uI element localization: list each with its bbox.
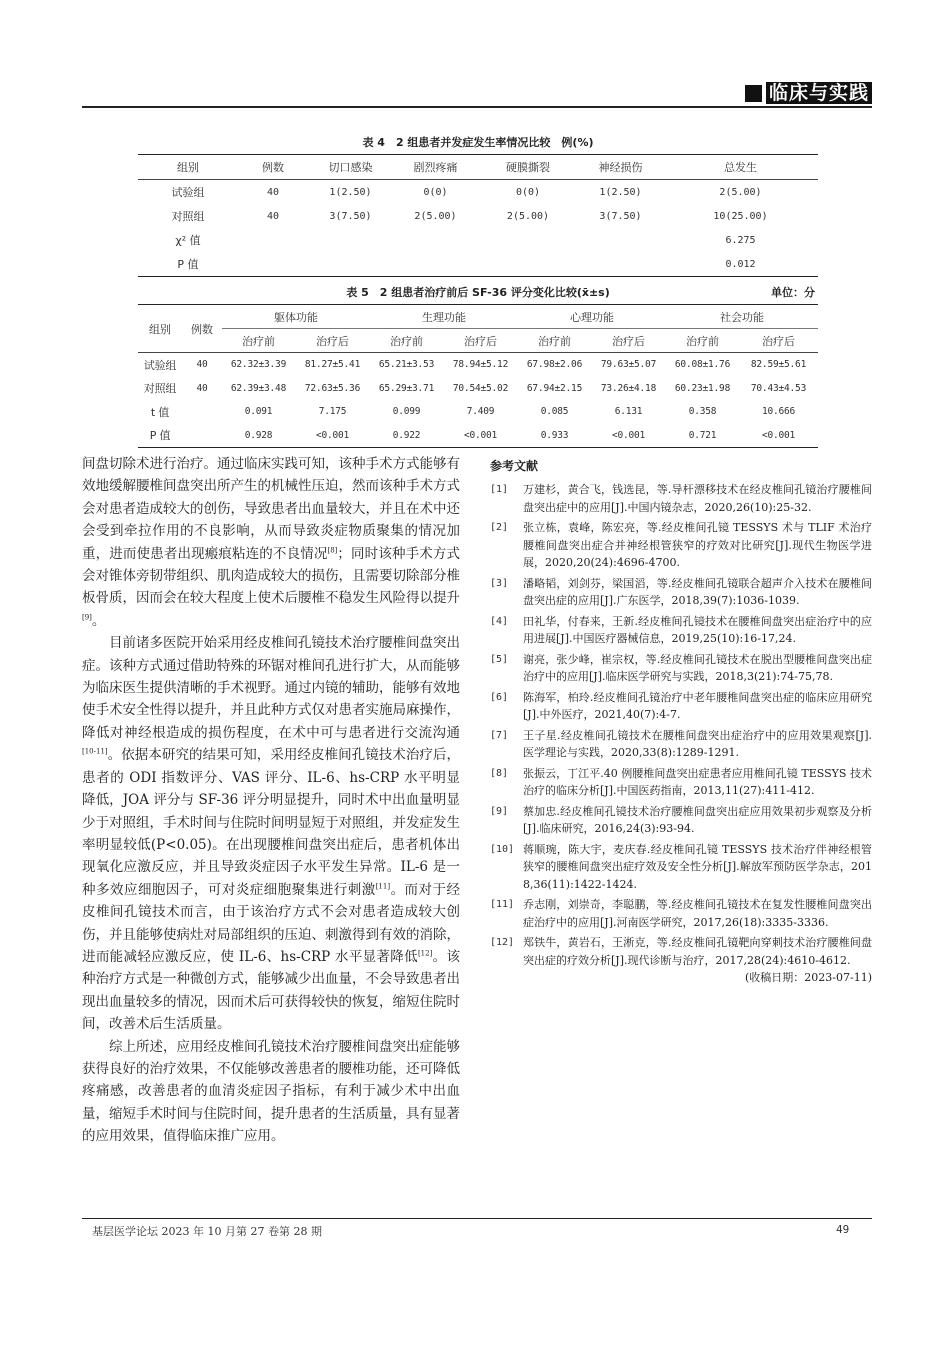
table-cell: 65.29±3.71 bbox=[378, 382, 435, 394]
table-cell: 0.012 bbox=[725, 258, 756, 270]
body-column-right bbox=[490, 453, 872, 990]
reference-item bbox=[490, 481, 872, 516]
table5-sub-after: 治疗后 bbox=[295, 329, 370, 353]
table-cell: 试验组 bbox=[143, 358, 177, 372]
reference-number: [7] bbox=[490, 729, 509, 741]
table-cell: 10.666 bbox=[761, 406, 796, 418]
table-cell bbox=[578, 252, 663, 277]
reference-item bbox=[490, 613, 872, 648]
reference-text: 蒋顺琬，陈大宇，麦庆春.经皮椎间孔镜 TESSYS 技术治疗伴神经根管狭窄的腰椎间盘突出症疗效及安全性分析[J].解放军预防医学杂志，2018,36(11):1422-1424. bbox=[523, 842, 872, 891]
table-row bbox=[138, 204, 818, 228]
body-text: 目前诸多医院开始采用经皮椎间孔镜技术治疗腰椎间盘突出症。该种方式通过借助特殊的环锯对椎间孔进行扩大，从而能够为临床医生提供清晰的手术视野。通过内镜的辅助，能够有效地使手术安全性得以提升，并且此种方式仅对患者实施局麻操作，降低对神经根造成的损伤程度，在术中可与患者进行交流沟通 bbox=[82, 635, 460, 741]
citation: [10-11] bbox=[82, 747, 108, 756]
reference-number: [2] bbox=[490, 522, 509, 534]
table4-col-dural-tear: 硬膜撕裂 bbox=[478, 155, 578, 180]
table-row bbox=[138, 377, 818, 401]
table-row bbox=[138, 424, 818, 448]
table-cell: 0.091 bbox=[244, 406, 273, 418]
reference-item bbox=[490, 651, 872, 686]
table5-sub-after: 治疗后 bbox=[591, 329, 666, 353]
table5-sub-before: 治疗前 bbox=[666, 329, 739, 353]
citation: [12] bbox=[417, 949, 433, 958]
citation: [8] bbox=[327, 546, 338, 555]
reference-item bbox=[490, 896, 872, 931]
table-cell: <0.001 bbox=[463, 429, 498, 441]
table-cell: 0.922 bbox=[392, 429, 421, 441]
table-cell: 60.08±1.76 bbox=[674, 359, 731, 371]
table-cell bbox=[238, 252, 308, 277]
table-cell: 1(2.50) bbox=[329, 186, 372, 198]
body-text: 。依据本研究的结果可知，采用经皮椎间孔镜技术治疗后，患者的 ODI 指数评分、VAS 评分、IL-6、hs-CRP 水平明显降低，JOA 评分与 SF-36 评分明显提升，同时术中出血量明显少于对照组，手术时间与住院时间明显短于对照组，并发症发生率明显较低(P<0.05)。在出现腰椎间盘突出症后，患者机体出现氧化应激反应，并且导致炎症因子水平发生异常。IL-6 是一种多效应细胞因子，可对炎症细胞聚集进行刺激 bbox=[82, 747, 460, 898]
reference-text: 万建杉，黄合飞，钱选昆，等.导杆漂移技术在经皮椎间孔镜治疗腰椎间盘突出症中的应用[J].中国内镜杂志，2020,26(10):25-32. bbox=[523, 483, 872, 514]
body-text: 。 bbox=[91, 612, 106, 629]
body-text: ；同时该种手术方式会对锥体旁韧带组织、肌肉造成较大的损伤，且需要切除部分椎板骨质，因而会在较大程度上使术后腰椎不稳发生风险得以提升 bbox=[82, 545, 461, 607]
reference-number: [1] bbox=[490, 484, 509, 496]
table-cell: 60.23±1.98 bbox=[674, 382, 731, 394]
table5-sub-before: 治疗前 bbox=[222, 329, 295, 353]
table-cell: 0.928 bbox=[244, 429, 273, 441]
table-cell: 0.933 bbox=[540, 429, 569, 441]
citation: [11] bbox=[375, 882, 391, 891]
reference-number: [4] bbox=[490, 615, 509, 627]
reference-list bbox=[490, 481, 872, 987]
table-cell: 3(7.50) bbox=[599, 210, 642, 222]
table-cell: <0.001 bbox=[761, 429, 796, 441]
table4-col-total: 总发生 bbox=[663, 155, 818, 180]
body-text: 。而对于经皮椎间孔镜技术而言，由于该治疗方式不会对患者造成较大创伤，并且能够使病灶对局部组织的压迫、刺激得到有效的消除，进而能减轻应激反应，使 IL-6、hs-CRP 水平显著降低 bbox=[82, 881, 461, 965]
reference-text: 乔志刚，刘崇奇，李聪鹏，等.经皮椎间孔镜技术在复发性腰椎间盘突出症治疗中的应用[J].河南医学研究，2017,26(18):3335-3336. bbox=[523, 898, 872, 929]
table-cell: 0.099 bbox=[392, 406, 421, 418]
received-date: (收稿日期：2023-07-11) bbox=[744, 971, 872, 985]
table-cell bbox=[393, 228, 478, 252]
reference-number: [3] bbox=[490, 577, 509, 589]
table-cell: P 值 bbox=[149, 429, 171, 443]
reference-item bbox=[490, 934, 872, 987]
table-cell: 0.085 bbox=[540, 406, 569, 418]
table-cell: 0(0) bbox=[515, 186, 541, 198]
table-cell bbox=[182, 424, 222, 448]
table-cell: t 值 bbox=[150, 405, 170, 419]
table4-col-pain: 剧烈疼痛 bbox=[393, 155, 478, 180]
table-row bbox=[138, 180, 818, 205]
table-cell: 40 bbox=[266, 210, 280, 222]
table4-col-infection: 切口感染 bbox=[308, 155, 393, 180]
table5-group-social: 社会功能 bbox=[666, 305, 818, 329]
table-cell: 81.27±5.41 bbox=[304, 359, 361, 371]
table-cell bbox=[478, 252, 578, 277]
table-cell: 72.63±5.36 bbox=[304, 382, 361, 394]
citation: [9] bbox=[82, 613, 92, 622]
table-cell: 10(25.00) bbox=[713, 210, 768, 222]
body-text: 综上所述，应用经皮椎间孔镜技术治疗腰椎间盘突出症能够获得良好的治疗效果，不仅能够改善患者的腰椎功能，还可降低疼痛感，改善患者的血清炎症因子指标，有利于减少术中出血量，缩短手术时间与住院时间，提升患者的生活质量，具有显著的应用效果，值得临床推广应用。 bbox=[82, 1038, 460, 1145]
table-cell: 2(5.00) bbox=[719, 186, 762, 198]
table-cell: 7.409 bbox=[466, 406, 495, 418]
table-cell: 62.32±3.39 bbox=[230, 359, 287, 371]
table-cell bbox=[393, 252, 478, 277]
table4-col-group: 组别 bbox=[138, 155, 238, 180]
reference-item bbox=[490, 575, 872, 610]
footer-journal: 基层医学论坛 2023 年 10 月第 27 卷第 28 期 bbox=[92, 1225, 322, 1238]
table5-sub-after: 治疗后 bbox=[739, 329, 818, 353]
table-cell bbox=[238, 228, 308, 252]
table-cell: 73.26±4.18 bbox=[600, 382, 657, 394]
reference-text: 郑铁牛，黄岩石，王淅克，等.经皮椎间孔镜靶向穿刺技术治疗腰椎间盘突出症的疗效分析[J].现代诊断与治疗，2017,28(24):4610-4612. bbox=[523, 936, 872, 967]
table-cell bbox=[478, 228, 578, 252]
reference-item bbox=[490, 803, 872, 838]
reference-item bbox=[490, 727, 872, 762]
section-title: 临床与实践 bbox=[766, 82, 872, 104]
table5-group-psychological: 心理功能 bbox=[518, 305, 666, 329]
table-cell: 7.175 bbox=[318, 406, 347, 418]
table-cell bbox=[182, 400, 222, 424]
header-rule bbox=[82, 106, 872, 108]
table-cell: P 值 bbox=[177, 258, 199, 271]
table-cell bbox=[308, 228, 393, 252]
reference-text: 王子星.经皮椎间孔镜技术在腰椎间盘突出症治疗中的应用效果观察[J].医学理论与实践，2020,33(8):1289-1291. bbox=[523, 728, 872, 760]
table5-sub-after: 治疗后 bbox=[443, 329, 518, 353]
table-cell: 0.358 bbox=[688, 406, 717, 418]
table-cell: 1(2.50) bbox=[599, 186, 642, 198]
table5-subheader-row bbox=[138, 329, 818, 353]
table-cell: 79.63±5.07 bbox=[600, 359, 657, 371]
table4-caption: 表 4 2 组患者并发症发生率情况比较 例(%) bbox=[362, 136, 594, 149]
table-cell: 6.275 bbox=[725, 234, 756, 246]
table5 bbox=[138, 304, 818, 448]
table5-sub-before: 治疗前 bbox=[370, 329, 443, 353]
table-cell: 6.131 bbox=[614, 406, 643, 418]
reference-number: [12] bbox=[490, 937, 515, 949]
table-cell: <0.001 bbox=[315, 429, 350, 441]
table-cell: 0(0) bbox=[423, 186, 448, 198]
table4-col-n: 例数 bbox=[238, 155, 308, 180]
table-row bbox=[138, 353, 818, 377]
references-heading: 参考文献 bbox=[490, 459, 539, 473]
table-row bbox=[138, 252, 818, 277]
footer-rule bbox=[82, 1218, 872, 1219]
table-cell: 2(5.00) bbox=[506, 210, 550, 222]
reference-number: [5] bbox=[490, 653, 509, 665]
reference-item bbox=[490, 689, 872, 724]
table-cell bbox=[578, 228, 663, 252]
table-cell: 0.721 bbox=[688, 429, 717, 441]
reference-number: [11] bbox=[490, 899, 515, 911]
table-cell: 65.21±3.53 bbox=[378, 359, 435, 371]
table5-group-physiological: 生理功能 bbox=[370, 305, 518, 329]
reference-text: 潘略韬，刘剑芬，梁国滔，等.经皮椎间孔镜联合超声介入技术在腰椎间盘突出症的应用[J].广东医学，2018,39(7):1036-1039. bbox=[523, 576, 872, 608]
reference-number: [8] bbox=[490, 767, 509, 779]
table-cell: 对照组 bbox=[143, 382, 177, 396]
table-cell: 40 bbox=[266, 186, 280, 198]
table-cell: 70.54±5.02 bbox=[452, 382, 509, 394]
table5-caption: 表 5 2 组患者治疗前后 SF-36 评分变化比较(x̄±s) bbox=[346, 286, 610, 299]
table4 bbox=[138, 154, 818, 277]
reference-number: [6] bbox=[490, 691, 509, 703]
table5-header-row bbox=[138, 305, 818, 329]
table4-header-row bbox=[138, 155, 818, 180]
reference-number: [10] bbox=[490, 843, 515, 855]
reference-text: 谢亮，张少峰，崔宗权，等.经皮椎间孔镜技术在脱出型腰椎间盘突出症治疗中的应用[J].临床医学研究与实践，2018,3(21):74-75,78. bbox=[523, 652, 872, 684]
table-cell: 82.59±5.61 bbox=[750, 359, 807, 371]
reference-item bbox=[490, 841, 872, 894]
table-cell: 62.39±3.48 bbox=[230, 382, 287, 394]
table-cell: 2(5.00) bbox=[414, 210, 457, 222]
table-row bbox=[138, 400, 818, 424]
reference-text: 张振云，丁江平.40 例腰椎间盘突出症患者应用椎间孔镜 TESSYS 技术治疗的临床分析[J].中国医药指南，2013,11(27):411-412. bbox=[523, 766, 872, 798]
table5-sub-before: 治疗前 bbox=[518, 329, 591, 353]
reference-item bbox=[490, 765, 872, 800]
table-cell: 40 bbox=[196, 359, 208, 371]
table5-unit: 单位：分 bbox=[771, 286, 815, 299]
table-cell: 40 bbox=[196, 382, 208, 394]
table5-col-group: 组别 bbox=[138, 305, 182, 353]
reference-text: 陈海军，柏玲.经皮椎间孔镜治疗中老年腰椎间盘突出症的临床应用研究[J].中外医疗，2021,40(7):4-7. bbox=[523, 690, 872, 722]
body-paragraph bbox=[82, 453, 460, 632]
table-cell: 70.43±4.53 bbox=[750, 382, 807, 394]
table-cell bbox=[308, 252, 393, 277]
table-cell: 3(7.50) bbox=[329, 210, 372, 222]
body-column-left bbox=[82, 453, 460, 1148]
reference-item bbox=[490, 519, 872, 572]
table-cell: 67.98±2.06 bbox=[526, 359, 583, 371]
body-text: 间盘切除术进行治疗。通过临床实践可知，该种手术方式能够有效地缓解腰椎间盘突出所产生的机械性压迫，然而该种手术方式会对患者造成较大的创伤，导致患者出血量较大，并且在术中还会受到牵拉作用的不良影响，从而导致炎症物质聚集的情况加重，进而使患者出现瘢痕粘连的不良情况 bbox=[82, 456, 460, 562]
table-cell: 67.94±2.15 bbox=[526, 382, 583, 394]
body-paragraph bbox=[82, 1036, 460, 1148]
reference-text: 张立栋，袁峰，陈宏亮，等.经皮椎间孔镜 TESSYS 术与 TLIF 术治疗腰椎间盘突出症合并神经根管狭窄的疗效对比研究[J].现代生物医学进展，2020,20(24):4696-4700. bbox=[523, 521, 872, 570]
body-text: 。该种治疗方式是一种微创方式，能够减少出血量，不会导致患者出现出血量较多的情况，因而术后可获得较快的恢复，缩短住院时间，改善术后生活质量。 bbox=[82, 948, 461, 1033]
section-square-icon bbox=[745, 85, 762, 102]
table-cell: 试验组 bbox=[171, 186, 205, 199]
table-cell: 78.94±5.12 bbox=[452, 359, 509, 371]
table-cell: <0.001 bbox=[611, 429, 646, 441]
table5-col-n: 例数 bbox=[182, 305, 222, 353]
table-row bbox=[138, 228, 818, 252]
reference-text: 田礼华，付春来，王新.经皮椎间孔镜技术在腰椎间盘突出症治疗中的应用进展[J].中国医疗器械信息，2019,25(10):16-17,24. bbox=[523, 614, 872, 646]
reference-number: [9] bbox=[490, 805, 509, 817]
reference-text: 蔡加忠.经皮椎间孔镜技术治疗腰椎间盘突出症应用效果初步观察及分析[J].临床研究，2016,24(3):93-94. bbox=[523, 804, 872, 836]
body-paragraph bbox=[82, 632, 460, 1035]
section-tag bbox=[745, 82, 872, 104]
table4-col-nerve: 神经损伤 bbox=[578, 155, 663, 180]
table-cell: χ² 值 bbox=[175, 234, 201, 247]
table5-group-physical: 躯体功能 bbox=[222, 305, 370, 329]
table-cell: 对照组 bbox=[171, 210, 205, 223]
page-number: 49 bbox=[836, 1223, 850, 1236]
